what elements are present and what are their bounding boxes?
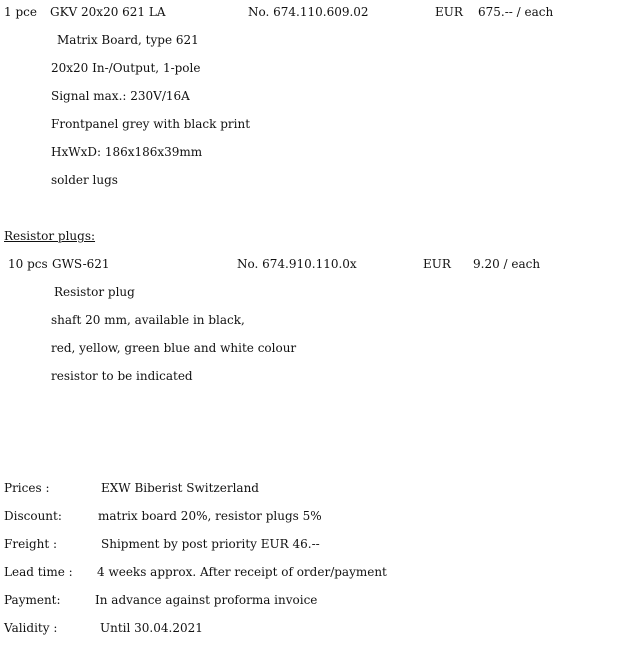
item2-description-line: red, yellow, green blue and white colour <box>51 341 297 355</box>
terms-value-validity: Until 30.04.2021 <box>100 621 203 635</box>
item1-price: 675.-- / each <box>478 5 554 19</box>
terms-label-freight: Freight : <box>4 537 58 551</box>
item1-description-line: solder lugs <box>51 173 118 187</box>
item1-code: GKV 20x20 621 LA <box>50 5 166 19</box>
item2-description-line: resistor to be indicated <box>51 369 193 383</box>
terms-value-payment: In advance against proforma invoice <box>95 593 318 607</box>
terms-label-lead-time: Lead time : <box>4 565 73 579</box>
terms-value-lead-time: 4 weeks approx. After receipt of order/payment <box>97 565 387 579</box>
terms-label-payment: Payment: <box>4 593 61 607</box>
item2-description-line: shaft 20 mm, available in black, <box>51 313 245 327</box>
terms-label-discount: Discount: <box>4 509 62 523</box>
item2-qty: 10 pcs <box>8 257 48 271</box>
item1-part-number: No. 674.110.609.02 <box>248 5 369 19</box>
item2-code: GWS-621 <box>52 257 110 271</box>
terms-label-validity: Validity : <box>4 621 58 635</box>
item1-description-line: HxWxD: 186x186x39mm <box>51 145 203 159</box>
item2-part-number: No. 674.910.110.0x <box>237 257 357 271</box>
item1-description-line: 20x20 In-/Output, 1-pole <box>51 61 201 75</box>
item2-currency: EUR <box>423 257 451 271</box>
terms-value-prices: EXW Biberist Switzerland <box>101 481 259 495</box>
item1-currency: EUR <box>435 5 463 19</box>
terms-value-discount: matrix board 20%, resistor plugs 5% <box>98 509 322 523</box>
item1-qty: 1 pce <box>4 5 37 19</box>
item1-description-line: Signal max.: 230V/16A <box>51 89 190 103</box>
item1-description-line: Frontpanel grey with black print <box>51 117 251 131</box>
item2-price: 9.20 / each <box>473 257 541 271</box>
item1-description-line: Matrix Board, type 621 <box>57 33 199 47</box>
terms-value-freight: Shipment by post priority EUR 46.-- <box>101 537 320 551</box>
item2-description-line: Resistor plug <box>54 285 135 299</box>
terms-label-prices: Prices : <box>4 481 50 495</box>
section-heading-resistor-plugs: Resistor plugs: <box>4 229 96 243</box>
